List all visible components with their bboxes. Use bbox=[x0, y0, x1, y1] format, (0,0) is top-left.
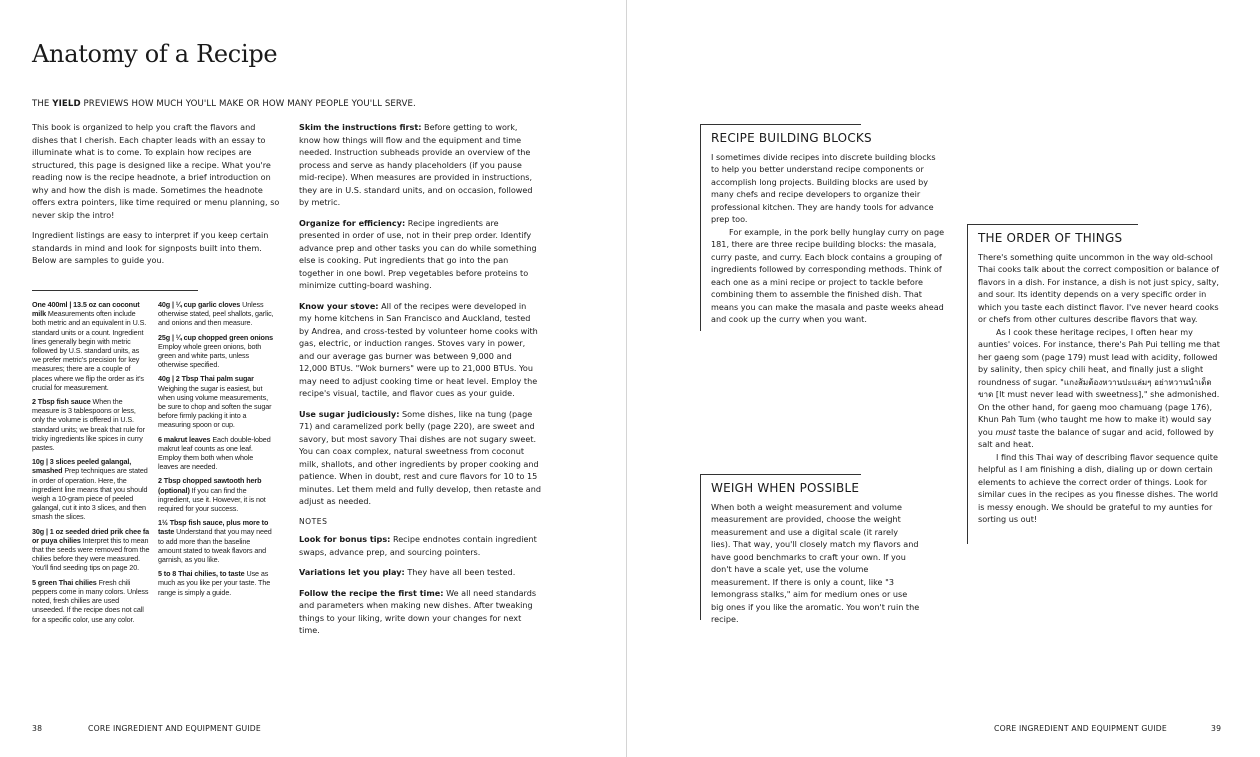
note-text: They have all been tested. bbox=[404, 567, 516, 577]
sample-head: 2 Tbsp fish sauce bbox=[32, 397, 91, 407]
sample-item bbox=[158, 300, 275, 328]
ingredients-paragraph: Ingredient listings are easy to interpret if you keep certain standards in mind and look for signposts built into them. Below are samples to guide you. bbox=[32, 230, 269, 265]
box-paragraph: For example, in the pork belly hunglay curry on page 181, there are three recipe building blocks: the masala, curry paste, and curry. Each block contains a grouping of ingredients followed by corresponding methods. Think of each one as a mini recipe or project to tackle before combining them to assemble the finished dish. That means you can make the masala and paste weeks ahead and cook up the curry when you want. bbox=[711, 226, 945, 324]
sample-item bbox=[32, 527, 150, 573]
right-running-footer: CORE INGREDIENT AND EQUIPMENT GUIDE bbox=[994, 724, 1167, 733]
box-paragraph: I sometimes divide recipes into discrete building blocks to help you better understand recipe components or accomplish long projects. Building blocks are used by many chefs and recipe developers to organize their professional kitchen. They are handy tools for advance prep too. bbox=[711, 151, 936, 224]
sample-head: 5 to 8 Thai chilies, to taste bbox=[158, 569, 245, 579]
left-running-footer: CORE INGREDIENT AND EQUIPMENT GUIDE bbox=[88, 724, 261, 733]
tip-text: Recipe ingredients are presented in order of use, not in their prep order. Identify advance prep and other tasks you can do while something else is cooking. Put ingredients that go into the pan together in one bowl. Prep vegetables before proteins to minimize cutting-board washing. bbox=[299, 217, 537, 290]
note-item bbox=[299, 533, 541, 558]
sample-item bbox=[158, 476, 275, 513]
box-title: RECIPE BUILDING BLOCKS bbox=[711, 131, 872, 145]
yield-post: PREVIEWS HOW MUCH YOU'LL MAKE OR HOW MANY PEOPLE YOU'LL SERVE. bbox=[80, 99, 416, 109]
sample-head: 25g | ¼ cup chopped green onions bbox=[158, 332, 274, 342]
box-top-rule bbox=[968, 224, 1138, 225]
tip-text: Some dishes, like na tung (page 71) and caramelized pork belly (page 220), are sweet and savory, but most savory Thai dishes are not sugary sweet. You can coax complex, natural sweetness from coconut milk, shallots, and other ingredients by proper cooking and patience. When in doubt, rest and cure flavors for 10 to 15 minutes. Let them meld and fully develop, then retaste and adjust as needed. bbox=[299, 408, 541, 506]
sample-head: 1½ Tbsp fish sauce, plus more to taste bbox=[158, 518, 269, 537]
box-top-rule bbox=[701, 124, 861, 125]
notes-heading: NOTES bbox=[299, 516, 328, 526]
sample-item bbox=[158, 333, 275, 370]
tip-label: Skim the instructions first: bbox=[299, 122, 422, 132]
sample-item bbox=[32, 300, 150, 392]
tip-text: All of the recipes were developed in my home kitchens in San Francisco and Auckland, tested by Andrea, and cross-tested by volunteer home cooks with gas, electric, or induction ranges. Stoves vary in power, and our average gas burner was between 9,000 and 12,000 BTUs. "Wok burners" were up to 21,000 BTUs. You may need to adjust cooking time or heat level. Employ the recipe's visual, tactile, and flavor cues as your guide. bbox=[299, 300, 538, 398]
sample-text: When the measure is 3 tablespoons or less, only the volume is offered in U.S. standard units; we break that rule for tricky ingredients like spices in curry pastes. bbox=[32, 397, 145, 453]
yield-pre: THE bbox=[32, 99, 53, 109]
box-emphasis: must bbox=[995, 426, 1016, 437]
tip-text: Before getting to work, know how things will flow and the equipment and time needed. Instruction subheads provide an overview of the process and serve as handy placeholders (if you pause mid-recipe). When measures are provided in instructions, they are in U.S. standard units, and on occasion, followed by metric. bbox=[299, 122, 533, 207]
note-item bbox=[299, 566, 541, 579]
sample-item bbox=[158, 518, 275, 564]
sample-head: 2 Tbsp chopped sawtooth herb (optional) bbox=[158, 476, 262, 495]
sample-text: If you can find the ingredient, use it. However, it is not required for your success. bbox=[158, 485, 266, 514]
sample-text: Measurements often include both metric and an equivalent in U.S. standard units or a count. Ingredient lines generally begin with metric followed by U.S. standard units, as we prefer metric's precision for key measures; there are a couple of places where we flip the order as it's crucial for measurement. bbox=[32, 309, 147, 392]
sample-text: Fresh chili peppers come in many colors. Unless noted, fresh chilies are used unseeded. If the recipe does not call for a specific color, use any color. bbox=[32, 577, 149, 624]
box-paragraph: When both a weight measurement and volume measurement are provided, choose the weight measurement and use a digital scale (it rarely lies). That way, you'll closely match my flavors and have good benchmarks to craft your own. If you don't have a scale yet, use the volume measurement. If there is only a count, like "3 lemongrass stalks," aim for medium ones or use big ones if you like the aromatic. You won't ruin the recipe. bbox=[711, 501, 920, 624]
note-text: Recipe endnotes contain ingredient swaps, advance prep, and sourcing pointers. bbox=[299, 534, 537, 557]
sample-text: Weighing the sugar is easiest, but when using volume measurements, be sure to chop and soften the sugar before firmly packing it into a measuring spoon or cup. bbox=[158, 383, 272, 430]
box-paragraph: I find this Thai way of describing flavor sequence quite helpful as I am finishing a dish, dialing up or down certain elements to achieve the correct order of things. Look for similar cues in the recipes as you finesse dishes. The world is messy enough. We should be grateful to my aunties for sorting us out! bbox=[978, 451, 1218, 524]
tip-label: Organize for efficiency: bbox=[299, 217, 406, 228]
sample-head: 5 green Thai chilies bbox=[32, 577, 97, 587]
note-text: We all need standards and parameters when making new dishes. After tweaking things to your liking, write down your changes for next time. bbox=[299, 587, 537, 635]
sidebar-order-of-things bbox=[967, 224, 1225, 544]
sample-text: Use as much as you like per your taste. The range is simply a guide. bbox=[158, 569, 271, 597]
note-label: Look for bonus tips: bbox=[299, 534, 391, 544]
box-paragraph: There's something quite uncommon in the way old-school Thai cooks talk about the correct composition or balance of flavors in a dish. For instance, a dish is not just spicy, salty, and sour. Its identity depends on a very specific order in which you taste each distinct flavor. I've never heard cooks or chefs from other cultures describe flavors that way. bbox=[978, 251, 1220, 324]
note-label: Follow the recipe the first time: bbox=[299, 587, 444, 598]
box-title: THE ORDER OF THINGS bbox=[978, 231, 1123, 245]
sample-item bbox=[32, 457, 150, 521]
sample-head: One 400ml | 13.5 oz can coconut milk bbox=[32, 300, 140, 319]
sample-text: Each double-lobed makrut leaf counts as one leaf. Employ them both when whole leaves are needed. bbox=[158, 434, 271, 472]
sample-head: 30g | 1 oz seeded dried prik chee fa or puya chilies bbox=[32, 526, 150, 545]
ingredient-samples-col1 bbox=[32, 300, 150, 629]
sample-text: Unless otherwise stated, peel shallots, garlic, and onions and then measure. bbox=[158, 300, 274, 328]
sample-item bbox=[32, 578, 150, 624]
sample-item bbox=[158, 435, 275, 472]
box-top-rule bbox=[701, 474, 861, 475]
box-title: WEIGH WHEN POSSIBLE bbox=[711, 481, 860, 495]
samples-divider bbox=[32, 290, 198, 291]
note-item bbox=[299, 587, 541, 637]
sample-text: Employ whole green onions, both green and white parts, unless otherwise specified. bbox=[158, 341, 262, 370]
ingredient-samples-col2 bbox=[158, 300, 275, 602]
left-page-number: 38 bbox=[32, 724, 43, 733]
instruction-tip bbox=[299, 408, 541, 508]
tip-label: Use sugar judiciously: bbox=[299, 408, 400, 419]
sample-head: 40g | ¼ cup garlic cloves bbox=[158, 300, 241, 309]
sample-item bbox=[158, 374, 275, 429]
page-title: Anatomy of a Recipe bbox=[32, 40, 278, 68]
book-spine bbox=[626, 0, 627, 757]
sample-head: 40g | 2 Tbsp Thai palm sugar bbox=[158, 374, 254, 384]
sample-head: 10g | 3 slices peeled galangal, smashed bbox=[32, 457, 132, 476]
sample-item bbox=[158, 569, 275, 597]
sample-text: Prep techniques are stated in order of operation. Here, the ingredient line means that you should weigh a 10-gram piece of peeled galangal, cut it into 3 slices, and then smash the slices. bbox=[32, 466, 148, 522]
yield-strong: YIELD bbox=[52, 99, 81, 109]
headnote-paragraph: This book is organized to help you craft the flavors and dishes that I cherish. Each chapter leads with an essay to illuminate what is to come. To explain how recipes are structured, this page is designed like a recipe. What you're reading now is the recipe headnote, a brief introduction on why and how the dish is made. Sometimes the headnote offers extra pointers, like time required or menu planning, so never skip the intro! bbox=[32, 122, 280, 220]
instruction-tip bbox=[299, 121, 541, 209]
note-label: Variations let you play: bbox=[299, 567, 405, 577]
sidebar-weigh-when-possible bbox=[700, 474, 920, 624]
tip-label: Know your stove: bbox=[299, 300, 379, 311]
intro-column bbox=[32, 121, 282, 275]
box-text: taste the balance of sugar and acid, followed by salt and heat. bbox=[978, 426, 1214, 449]
sample-text: Interpret this to mean that the seeds were removed from the chilies before they were measured. You'll find seeding tips on page 20. bbox=[32, 535, 150, 573]
box-text: As I cook these heritage recipes, I often hear my aunties' voices. For instance, there's Pah Pui telling me that her gaeng som (page 179) must lead with acidity, followed by salinity, then spicy chili heat, and finally just a slight roundness of sugar. "แกงส้มต้องหวานปะแล่มๆ อย่าหวานนำเด็ดขาด [It must never lead with sweetness]," she admonished. On the other hand, for gaeng moo chamuang (page 176), Khun Pah Tum (who taught me how to make it) would say you bbox=[978, 326, 1220, 437]
right-page-number: 39 bbox=[1211, 724, 1222, 733]
sample-item bbox=[32, 397, 150, 452]
instruction-tip bbox=[299, 300, 541, 400]
sample-text: Understand that you may need to add more than the baseline amount stated to tweak flavors and garnish, as you like. bbox=[158, 527, 272, 565]
instructions-column bbox=[299, 121, 541, 645]
sample-head: 6 makrut leaves bbox=[158, 434, 211, 444]
instruction-tip bbox=[299, 217, 541, 292]
sidebar-building-blocks bbox=[700, 124, 945, 331]
yield-line bbox=[32, 99, 592, 109]
box-paragraph bbox=[978, 326, 1225, 451]
